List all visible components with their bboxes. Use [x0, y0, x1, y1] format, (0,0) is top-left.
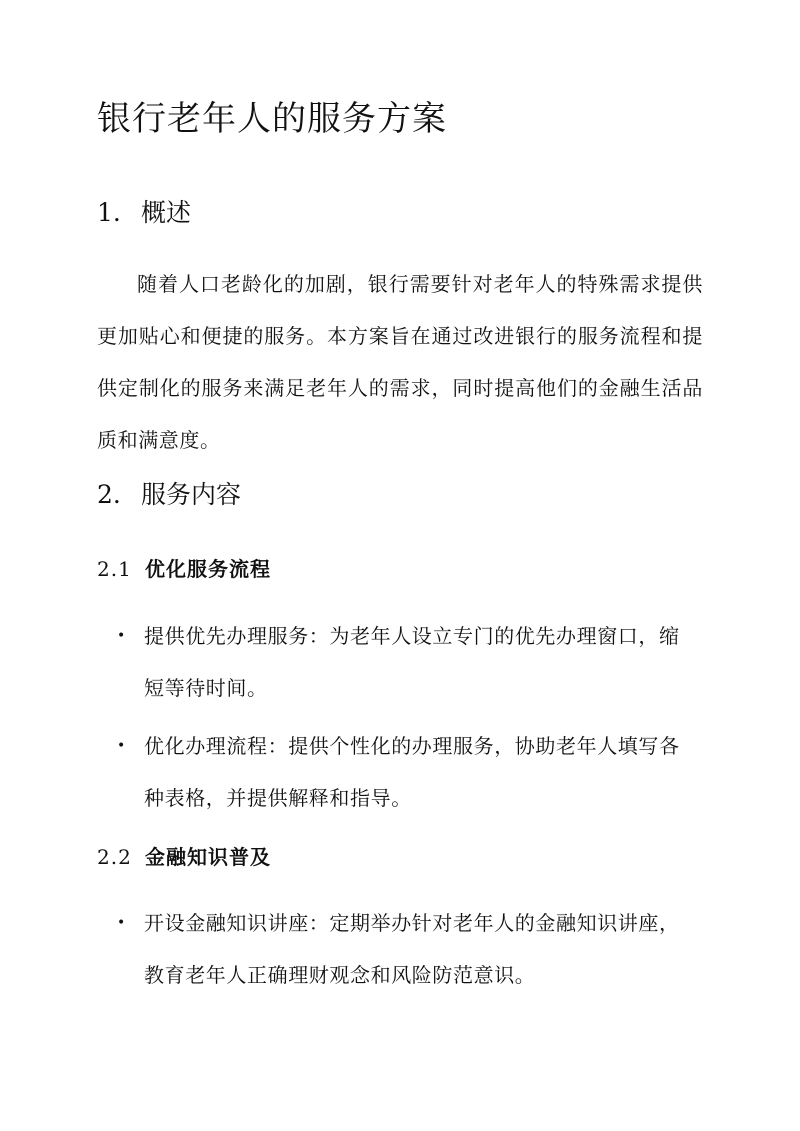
- section-number: 1.: [97, 198, 121, 227]
- section-heading-overview: [97, 196, 191, 230]
- section-heading-services: [97, 478, 241, 512]
- section-title: 概述: [141, 198, 192, 227]
- list-item: [117, 720, 687, 824]
- bullet-icon: •: [117, 915, 126, 931]
- section-number: 2.: [97, 480, 121, 509]
- document-title: 银行老年人的服务方案: [97, 99, 447, 139]
- list-item-text: 开设金融知识讲座：定期举办针对老年人的金融知识讲座，教育老年人正确理财观念和风险防范意识。: [144, 911, 680, 987]
- list-item: [117, 610, 687, 714]
- list-item-text: 提供优先办理服务：为老年人设立专门的优先办理窗口，缩短等待时间。: [144, 624, 680, 700]
- subsection-number: 2.1: [97, 557, 132, 581]
- list-item-text: 优化办理流程：提供个性化的办理服务，协助老年人填写各种表格，并提供解释和指导。: [144, 734, 680, 810]
- subsection-number: 2.2: [97, 845, 132, 869]
- subsection-heading-financial-knowledge: [97, 843, 271, 871]
- bullet-icon: •: [117, 738, 126, 754]
- overview-paragraph: 随着人口老龄化的加剧，银行需要针对老年人的特殊需求提供更加贴心和便捷的服务。本方案旨在通过改进银行的服务流程和提供定制化的服务来满足老年人的需求，同时提高他们的金融生活品质和满意度。: [97, 272, 703, 452]
- bullet-icon: •: [117, 628, 126, 644]
- subsection-title: 金融知识普及: [145, 845, 271, 869]
- list-item: [117, 897, 687, 1001]
- section-title: 服务内容: [141, 480, 242, 509]
- subsection-heading-optimize-process: [97, 555, 271, 583]
- subsection-title: 优化服务流程: [145, 557, 271, 581]
